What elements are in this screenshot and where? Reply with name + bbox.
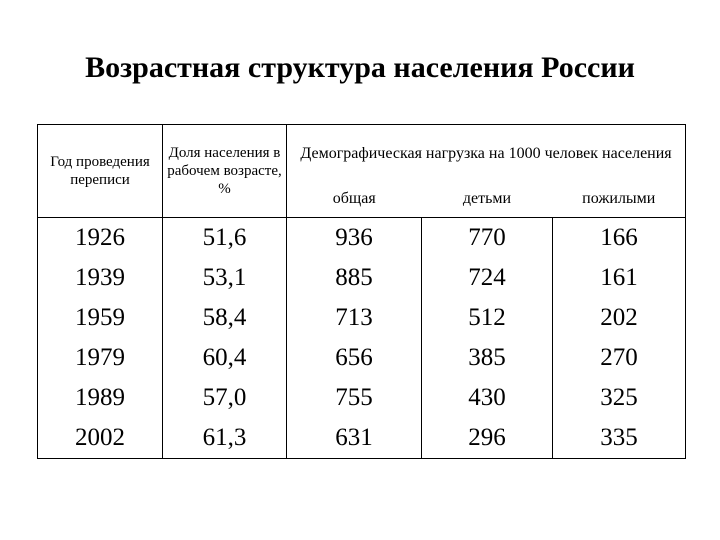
- cell-elderly: 325: [553, 378, 686, 418]
- table-row: [38, 418, 686, 459]
- table-row: [38, 258, 686, 298]
- cell-children: 296: [422, 418, 553, 459]
- cell-elderly: 166: [553, 218, 686, 259]
- header-total: общая: [287, 181, 422, 217]
- cell-total: 631: [287, 418, 422, 459]
- cell-share: 58,4: [163, 298, 287, 338]
- header-row: [38, 125, 686, 182]
- cell-total: 936: [287, 218, 422, 259]
- cell-year: 2002: [38, 418, 163, 459]
- header-share: Доля населения в рабочем возрасте, %: [163, 125, 287, 218]
- cell-total: 755: [287, 378, 422, 418]
- cell-children: 724: [422, 258, 553, 298]
- cell-year: 1989: [38, 378, 163, 418]
- table-row: [38, 378, 686, 418]
- cell-year: 1979: [38, 338, 163, 378]
- header-children: детьми: [422, 181, 553, 217]
- population-table: [37, 124, 686, 459]
- cell-total: 713: [287, 298, 422, 338]
- cell-total: 885: [287, 258, 422, 298]
- page-title: Возрастная структура населения России: [85, 51, 635, 84]
- cell-elderly: 202: [553, 298, 686, 338]
- table-row: [38, 338, 686, 378]
- cell-children: 770: [422, 218, 553, 259]
- cell-year: 1926: [38, 218, 163, 259]
- cell-total: 656: [287, 338, 422, 378]
- cell-children: 430: [422, 378, 553, 418]
- cell-children: 512: [422, 298, 553, 338]
- header-load-group: Демографическая нагрузка на 1000 человек населения: [287, 125, 686, 182]
- cell-year: 1959: [38, 298, 163, 338]
- table-row: [38, 298, 686, 338]
- cell-share: 51,6: [163, 218, 287, 259]
- cell-share: 61,3: [163, 418, 287, 459]
- cell-share: 53,1: [163, 258, 287, 298]
- table-row: [38, 218, 686, 259]
- cell-share: 57,0: [163, 378, 287, 418]
- cell-elderly: 161: [553, 258, 686, 298]
- header-year: Год проведения переписи: [38, 125, 163, 218]
- cell-elderly: 270: [553, 338, 686, 378]
- cell-children: 385: [422, 338, 553, 378]
- header-elderly: пожилыми: [553, 181, 686, 217]
- cell-elderly: 335: [553, 418, 686, 459]
- cell-share: 60,4: [163, 338, 287, 378]
- cell-year: 1939: [38, 258, 163, 298]
